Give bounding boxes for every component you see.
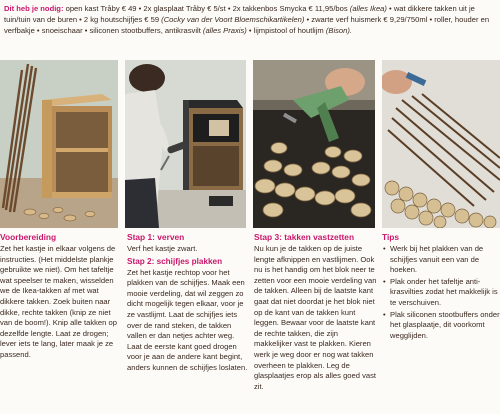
photo-glue-gun-slices [253,60,375,228]
step1-body: Verf het kastje zwart. [127,244,198,253]
column-step-3 [254,232,378,392]
tip-item: • Plak onder het tafeltje anti-krasvilties zodat het makkelijk is te verschuiven. [382,277,500,309]
tip-item: • Werk bij het plakken van de schijfjes vanuit een van de hoeken. [382,244,500,276]
materials-list [0,0,500,58]
step1-heading: Stap 1: verven [127,232,185,242]
materials-text-1: open kast Tråby € 49 • 2x glasplaat Tråby € 5/st • 2x takkenbos Smycka € 11,95/bos [63,4,350,13]
materials-brand-1: (alles Ikea) [349,4,387,13]
preparation-body: Zet het kastje in elkaar volgens de instructies. (Het middelste plankje gebruikte we niet). Om het tafeltje wat speelser te maken, wisselden we de Ikea-takken af met wat dikkere takken. Zoek buiten naar dikke, rechte takken (knip ze niet van de boom!). Knip alle takken op dezelfde lengte. Laat ze drogen; lever iets te lang, later maak je ze passend. [0,244,117,359]
materials-brand-4: (Bison). [325,26,353,36]
photo-open-cabinet [0,60,118,228]
tips-list [382,244,500,341]
materials-text-2: • wat dikkere takken uit je tuin/tuin van de buren • 2 kg houtschijfjes € 59 [4,4,475,25]
photo-painting-cabinet [125,60,246,228]
materials-brand-3: (alles Praxis) [202,26,247,36]
column-steps-1-2 [127,232,249,374]
materials-text-3: • zwarte verf huismerk € 9,29/750ml • roller, houder en verfbakje • snoeischaar • siliconen stootbuffers, antikrasvilt [4,15,490,36]
step3-heading: Stap 3: takken vastzetten [254,232,355,242]
column-tips [382,232,500,342]
tip-item: • Plak siliconen stootbuffers onder het glasplaatje, dit voorkomt wegglijden. [382,310,500,342]
step3-body: Nu kun je de takken op de juiste lengte afknippen en vastlijmen. Ook nu is het handig om het blok neer te zetten voor een mooie verdeling van de takken. Alleen bij de laatste kant gaat dat niet doordat je het blok niet op de kant van de takken kunt leggen. Bewaar voor de laatste kant de rechte takken, die zijn makkelijker vast te plakken. Kieren werk je weg door er nog wat takken overheen te plakken. Leg de glasplaatjes erop als alles goed vast zit. [254,244,377,391]
materials-label: Dit heb je nodig: [4,4,64,13]
column-preparation [0,232,120,361]
photo-branches-on-glass [382,60,500,228]
step2-heading: Stap 2: schijfjes plakken [127,256,223,266]
photo-strip [0,60,500,228]
materials-brand-2: (Cocky van der Voort Bloemschikartikelen) [161,15,305,25]
materials-text-4: • lijmpistool of houtlijm [246,26,326,36]
preparation-heading: Voorbereiding [0,232,57,242]
tips-heading: Tips [382,232,400,242]
step2-body: Zet het kastje rechtop voor het plakken van de schijfjes. Maak een mooie verdeling, dat wil zeggen zo dicht mogelijk tegen elkaar, voor je ze vastlijmt. Laat de schijfjes iets over de rand steken, de takken vallen er dan netjes achter weg. Laat de eerste kant goed drogen voor je aan de andere kant begint, anders kunnen de schijfjes loslaten. [127,267,248,372]
